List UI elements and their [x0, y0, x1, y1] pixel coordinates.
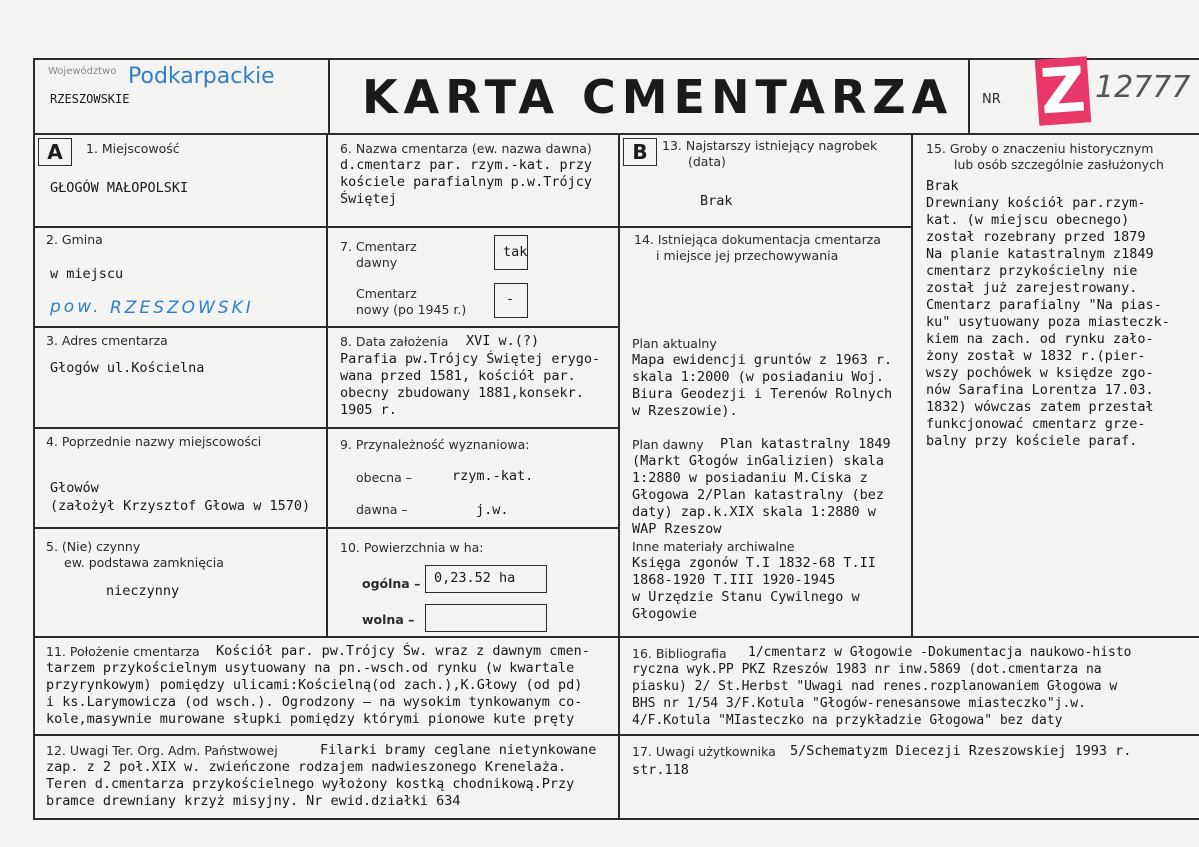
row-line [326, 527, 619, 529]
field-15-line: Drewniany kościół par.rzym- [926, 195, 1146, 211]
field-14-plan-dawny-line: daty) zap.k.XIX skala 1:2880 w [632, 504, 876, 520]
field-15-line: żony został w 1832 r.(pier- [926, 348, 1146, 364]
field-17-second-line: str.118 [632, 762, 689, 778]
row-line [33, 427, 327, 429]
row-line [33, 326, 327, 328]
field-10-wolna-label: wolna – [362, 612, 415, 627]
field-9-obecna-label: obecna – [356, 470, 412, 485]
field-7-nowy-value: - [506, 291, 515, 307]
field-11-line: kole,masywnie murowane słupki pomiędzy którymi pionowe kute pręty [46, 711, 575, 727]
field-14-plan-aktualny-line: Mapa ewidencji gruntów z 1963 r. [632, 352, 893, 368]
header-divider-1 [328, 58, 330, 134]
field-15-line: ku" usytuowany poza miasteczk- [926, 314, 1170, 330]
row-line [33, 527, 327, 529]
field-8-label: 8. Data założenia [340, 334, 449, 349]
field-15-line: Brak [926, 178, 959, 194]
field-13-value: Brak [700, 193, 733, 209]
field-16-label: 16. Bibliografia [632, 646, 727, 661]
field-11-line: i ks.Larymowicza (od wsch.). Ogrodzony – na wysokim tynkowanym co- [46, 694, 583, 710]
field-14-inne-line: w Urzędzie Stanu Cywilnego w [632, 589, 860, 605]
field-14-plan-aktualny-label: Plan aktualny [632, 336, 717, 351]
field-17-first-line: 5/Schematyzm Diecezji Rzeszowskiej 1993 r. [790, 743, 1132, 759]
field-16-line: piasku) 2/ St.Herbst "Uwagi nad renes.rozplanowaniem Głogowa w [632, 679, 1118, 694]
field-14-plan-aktualny-line: skala 1:2000 (w posiadaniu Woj. [632, 369, 884, 385]
field-16-line: BHS nr 1/54 3/F.Kotula "Głogów-renesansowe miasteczko"j.w. [632, 696, 1086, 711]
field-5-label-1: 5. (Nie) czynny [46, 539, 141, 554]
field-15-line: balny przy kościele paraf. [926, 433, 1138, 449]
field-5-value: nieczynny [106, 583, 180, 599]
nr-label: NR [982, 92, 1001, 107]
field-14-plan-dawny-first: Plan katastralny 1849 [720, 436, 891, 452]
nr-letter-stamp: Z [1035, 56, 1091, 125]
field-9-obecna-value: rzym.-kat. [452, 468, 534, 484]
field-10-ogolna-value: 0,23.52 ha [434, 570, 516, 586]
frame-top [33, 58, 1199, 60]
field-8-line: 1905 r. [340, 402, 397, 418]
field-9-label: 9. Przynależność wyznaniowa: [340, 437, 530, 452]
row-line [326, 326, 619, 328]
field-12-line: Teren d.cmentarza przykościelnego wyłożony kostką chodnikową.Przy [46, 776, 575, 792]
voivodeship-stamp: Podkarpackie [128, 64, 275, 89]
field-2-label: 2. Gmina [46, 232, 103, 247]
field-10-wolna-box [425, 604, 547, 632]
field-14-plan-aktualny-line: Biura Geodezji i Terenów Rolnych [632, 386, 893, 402]
field-15-line: został rozebrany przed 1879 [926, 229, 1146, 245]
field-15-line: kiem na zach. od rynku zało- [926, 331, 1154, 347]
field-7-dawny-value: tak [503, 244, 528, 260]
field-15-label-1: 15. Groby o znaczeniu historycznym [926, 141, 1154, 156]
field-6-line: Świętej [340, 191, 397, 207]
field-8-line: Parafia pw.Trójcy Świętej erygo- [340, 351, 601, 367]
field-1-value: GŁOGÓW MAŁOPOLSKI [50, 180, 189, 196]
field-14-inne-line: Księga zgonów T.I 1832-68 T.II [632, 555, 876, 571]
row-line [326, 427, 619, 429]
field-14-inne-label: Inne materiały archiwalne [632, 539, 795, 554]
field-1-label: 1. Miejscowość [86, 141, 180, 156]
field-16-first-line: 1/cmentarz w Głogowie -Dokumentacja naukowo-histo [748, 645, 1132, 660]
field-14-plan-dawny-line: WAP Rzeszow [632, 521, 722, 537]
field-15-line: nów Sarafina Lorentza 17.03. [926, 382, 1154, 398]
card-title: KARTA CMENTARZA [362, 70, 954, 124]
header-divider-2 [968, 58, 970, 134]
field-15-line: wszy pochówek w księdze zgo- [926, 365, 1154, 381]
col-divider-3 [911, 133, 913, 637]
field-15-label-2: lub osób szczególnie zasłużonych [954, 157, 1164, 172]
field-14-inne-line: 1868-1920 T.III 1920-1945 [632, 572, 836, 588]
field-5-label-2: ew. podstawa zamknięcia [64, 555, 224, 570]
field-4-label: 4. Poprzednie nazwy miejscowości [46, 434, 262, 449]
section-b-badge: B [623, 138, 657, 166]
row-line [33, 734, 1199, 736]
field-8-date: XVI w.(?) [466, 333, 540, 349]
field-9-dawna-label: dawna – [356, 502, 408, 517]
field-12-label: 12. Uwagi Ter. Org. Adm. Państwowej [46, 743, 278, 758]
field-2-pow-label: pow. [50, 297, 102, 317]
field-15-line: cmentarz przykościelny nie [926, 263, 1138, 279]
field-3-label: 3. Adres cmentarza [46, 333, 168, 348]
field-7-dawny-label-2: dawny [356, 255, 398, 270]
field-7-dawny-label-1: 7. Cmentarz [340, 239, 417, 254]
row-line [326, 226, 619, 228]
field-15-line: 1832) wówczas zatem przestał [926, 399, 1154, 415]
field-14-label-1: 14. Istniejąca dokumentacja cmentarza [634, 232, 881, 247]
field-7-nowy-label-1: Cmentarz [356, 286, 417, 301]
field-11-label: 11. Położenie cmentarza [46, 644, 200, 659]
voivodeship-typed: RZESZOWSKIE [50, 92, 130, 106]
field-16-line: ryczna wyk.PP PKZ Rzeszów 1983 nr inw.5869 (dot.cmentarza na [632, 662, 1102, 677]
field-14-plan-dawny-line: 1:2880 w posiadaniu M.Ciska z [632, 470, 868, 486]
field-8-line: obecny zbudowany 1881,konsekr. [340, 385, 584, 401]
field-13-label-1: 13. Najstarszy istniejący nagrobek [662, 138, 878, 153]
field-17-label: 17. Uwagi użytkownika [632, 744, 776, 759]
field-6-line: kościele parafialnym p.w.Trójcy [340, 174, 592, 190]
field-14-plan-dawny-line: Głogowa 2/Plan katastralny (bez [632, 487, 884, 503]
field-12-first-line: Filarki bramy ceglane nietynkowane [320, 742, 597, 758]
field-14-plan-dawny-label: Plan dawny [632, 437, 704, 452]
field-7-nowy-label-2: nowy (po 1945 r.) [356, 302, 467, 317]
frame-left [33, 58, 35, 820]
field-11-first-line: Kościół par. pw.Trójcy Św. wraz z dawnym cmen- [216, 643, 590, 659]
field-8-line: wana przed 1581, kościół par. [340, 368, 576, 384]
field-15-line: został już zarejestrowany. [926, 280, 1138, 296]
field-12-line: bramce drewniany krzyż misyjny. Nr ewid.działki 634 [46, 793, 461, 809]
field-15-line: kat. (w miejscu obecnego) [926, 212, 1130, 228]
field-11-line: tarzem przykościelnym usytuowany na pn.-wsch.od rynku (w kwartale [46, 660, 575, 676]
field-15-line: Na planie katastralnym z1849 [926, 246, 1154, 262]
row-line [33, 226, 327, 228]
row-line [618, 226, 912, 228]
field-14-inne-line: Głogowie [632, 606, 698, 622]
col-divider-1 [326, 133, 328, 637]
field-2-pow-value: RZESZOWSKI [110, 298, 254, 318]
frame-bottom [33, 818, 1199, 820]
field-14-plan-dawny-line: (Markt Głogów inGalizien) skala [632, 453, 884, 469]
field-13-label-2: (data) [688, 154, 726, 169]
field-15-line: funkcjonować cmentarz grze- [926, 416, 1146, 432]
field-6-line: d.cmentarz par. rzym.-kat. przy [340, 157, 592, 173]
field-15-line: Cmentarz parafialny "Na pias- [926, 297, 1162, 313]
field-16-line: 4/F.Kotula "MIasteczko na przykładzie Głogowa" bez daty [632, 713, 1063, 728]
field-14-plan-aktualny-line: w Rzeszowie). [632, 403, 738, 419]
field-12-line: zap. z 2 poł.XIX w. zwieńczone rodzajem nadwieszonego Krenelaża. [46, 759, 567, 775]
col-divider-2 [618, 133, 620, 820]
nr-value: 12777 [1095, 70, 1191, 105]
field-11-line: przyrynkowym) pomiędzy ulicami:Kościelną(od zach.),K.Głowy (od pd) [46, 677, 583, 693]
field-4-value-2: (założył Krzysztof Głowa w 1570) [50, 498, 311, 514]
header-bottom-line [33, 133, 1199, 135]
field-6-label: 6. Nazwa cmentarza (ew. nazwa dawna) [340, 141, 592, 156]
field-10-label: 10. Powierzchnia w ha: [340, 540, 484, 555]
field-10-ogolna-label: ogólna – [362, 576, 421, 591]
field-14-label-2: i miejsce jej przechowywania [656, 248, 839, 263]
field-3-value: Głogów ul.Kościelna [50, 360, 205, 376]
field-9-dawna-value: j.w. [476, 502, 509, 518]
field-2-value: w miejscu [50, 266, 124, 282]
voivodeship-label: Województwo [48, 66, 117, 77]
field-4-value-1: Głowów [50, 480, 99, 496]
row-line [33, 636, 1199, 638]
section-a-badge: A [38, 138, 72, 166]
